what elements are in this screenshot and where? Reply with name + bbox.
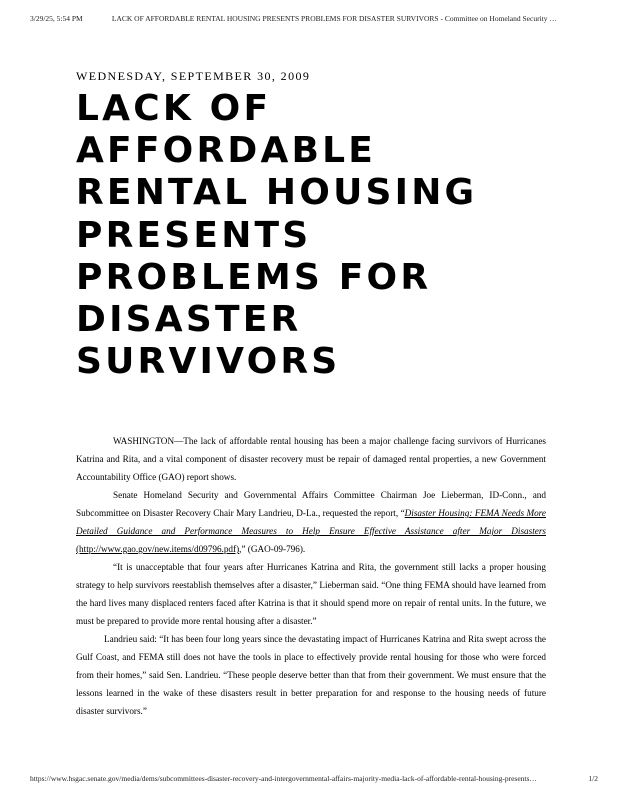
article-body <box>76 432 546 720</box>
page-number: 1/2 <box>588 774 598 783</box>
headline-line: PRESENTS <box>76 214 312 256</box>
print-header <box>30 14 598 23</box>
article-headline <box>76 88 596 383</box>
paragraph-2-tail: ,” (GAO-09-796). <box>239 544 306 554</box>
print-timestamp: 3/29/25, 5:54 PM <box>30 14 83 23</box>
paragraph-2-lead: Senate Homeland Security and Governmental Affairs Committee Chairman Joe Lieberman, ID-Conn., and Subcommittee on Disaster Recovery Chair Mary Landrieu, D-La., requested the report, “ <box>76 490 546 518</box>
paragraph-4: Landrieu said: “It has been four long years since the devastating impact of Hurricanes Katrina and Rita swept across the Gulf Coast, and FEMA still does not have the tools in place to effectively provide rental housing for those who were forced from their homes,” said Sen. Landrieu. “These people deserve better than that from their government. We must ensure that the lessons learned in the wake of these disasters result in better preparation for and response to the housing needs of future disaster survivors.” <box>76 634 546 716</box>
headline-line: PROBLEMS FOR <box>76 256 432 298</box>
paragraph-2 <box>76 486 546 558</box>
report-url: (http://www.gao.gov/new.items/d09796.pdf) <box>76 544 240 554</box>
article-date: WEDNESDAY, SEPTEMBER 30, 2009 <box>76 69 311 83</box>
print-page-title: LACK OF AFFORDABLE RENTAL HOUSING PRESENTS PROBLEMS FOR DISASTER SURVIVORS - Committee on Homeland Security … <box>111 14 557 23</box>
headline-line: DISASTER <box>76 299 302 341</box>
headline-line: SURVIVORS <box>76 341 341 383</box>
headline-line: AFFORDABLE <box>76 130 377 172</box>
headline-line: LACK OF <box>76 88 272 129</box>
print-footer <box>30 774 598 783</box>
headline-line: RENTAL HOUSING <box>76 172 478 214</box>
print-url: https://www.hsgac.senate.gov/media/dems/subcommittees-disaster-recovery-and-intergovernmental-affairs-majority-media-lack-of-affordable-rental-housing-presents… <box>30 774 537 783</box>
paragraph-1: WASHINGTON—The lack of affordable rental housing has been a major challenge facing survivors of Hurricanes Katrina and Rita, and a vital component of disaster recovery must be repair of damaged rental properties, a new Government Accountability Office (GAO) report shows. <box>76 436 546 482</box>
report-title: Disaster Housing: FEMA Needs More Detailed Guidance and Performance Measures to Help Ensure Effective Assistance after Major Disasters <box>76 508 546 536</box>
paragraph-3: “It is unacceptable that four years after Hurricanes Katrina and Rita, the government still lacks a proper housing strategy to help survivors reestablish themselves after a disaster,” Lieberman said. “One thing FEMA should have learned from the hard lives many displaced renters faced after Katrina is that it should spend more on repair of rental units. In the future, we must be prepared to provide more rental housing after a disaster.” <box>76 562 546 626</box>
